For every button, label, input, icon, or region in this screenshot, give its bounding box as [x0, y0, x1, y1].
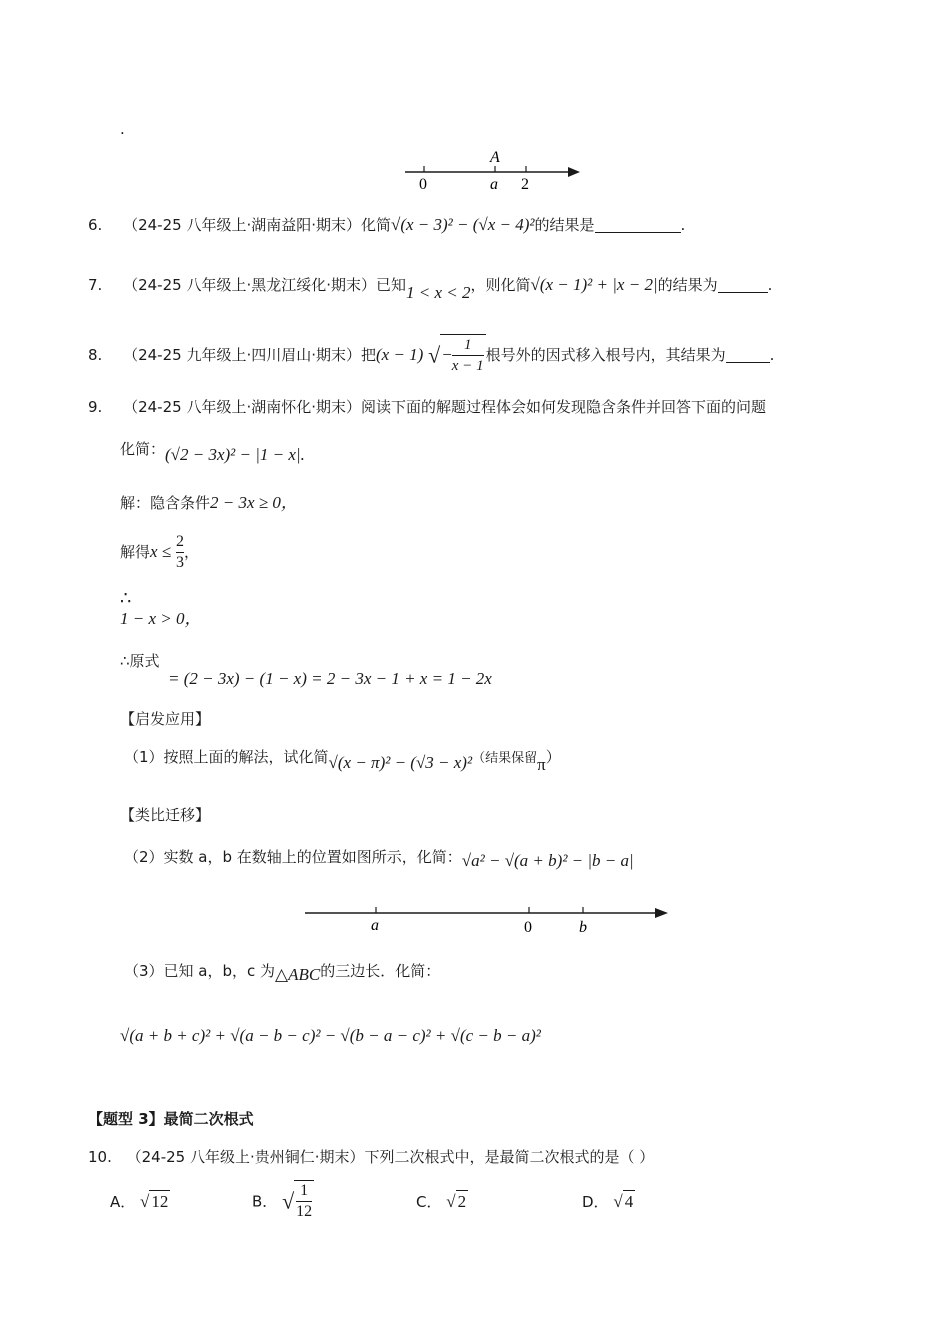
fraction-numerator: 2 — [175, 533, 184, 550]
part-text: （1）按照上面的解法，试化简 — [124, 748, 329, 766]
option-label: B． — [252, 1192, 278, 1211]
fraction-denominator: x − 1 — [452, 355, 484, 376]
option-d[interactable] — [582, 1190, 635, 1213]
q9-part-1 — [124, 746, 561, 774]
option-label: A． — [110, 1193, 136, 1211]
question-number: 9. — [88, 398, 103, 416]
question-source: （24-25 八年级上·湖南怀化·期末）阅读下面的解题过程体会如何发现隐含条件并回答下面的问题 — [123, 398, 766, 416]
question-number: 10. — [88, 1148, 112, 1166]
pi-symbol: π — [537, 755, 546, 774]
question-number: 7. — [88, 276, 103, 294]
question-number: 6. — [88, 216, 103, 234]
tick-label-a: a — [371, 917, 379, 934]
math-condition: 2 − 3x ≥ 0， — [210, 493, 298, 512]
fraction-numerator: 1 — [300, 1182, 309, 1199]
q9-simplify-line — [120, 438, 305, 464]
q9-part-2 — [124, 846, 634, 868]
inequality-lhs: x ≤ — [150, 542, 172, 561]
part-text: （3）已知 a，b，c 为 — [124, 962, 276, 980]
question-source: （24-25 八年级上·黑龙江绥化·期末）已知 — [123, 276, 406, 294]
q9-therefore-1 — [120, 588, 202, 630]
radical-sign-icon: √ — [140, 1192, 150, 1211]
condition: 1 < x < 2 — [406, 283, 471, 302]
triangle-abc: △ABC — [275, 965, 321, 984]
question-6 — [88, 214, 685, 236]
question-source: （24-25 八年级上·贵州铜仁·期末）下列二次根式中，是最简二次根式的是（ ） — [126, 1148, 655, 1166]
simplify-label: 化简： — [120, 440, 166, 458]
question-mid: ，则化简 — [470, 276, 531, 294]
answer-blank[interactable] — [595, 216, 681, 233]
math-expression: 1 − x > 0， — [120, 609, 202, 628]
question-number: 8. — [88, 346, 103, 364]
close-paren: ） — [545, 748, 561, 766]
math-expression: = (2 − 3x) − (1 − x) = 2 − 3x − 1 + x = 1 − 2x — [168, 669, 492, 688]
number-line-figure-2 — [300, 898, 675, 940]
solution-label: 解：隐含条件 — [120, 494, 211, 512]
math-prefix: (x − 1) — [376, 345, 424, 364]
math-expression: √(x − π)² − (√3 − x)² — [328, 753, 473, 772]
period: . — [767, 276, 773, 294]
question-10 — [88, 1146, 654, 1168]
fraction-numerator: 1 — [463, 337, 472, 353]
tick-label-2: 2 — [521, 176, 529, 193]
type-3-heading: 【题型 3】最简二次根式 — [88, 1110, 254, 1128]
question-tail: 的结果是 — [534, 216, 595, 234]
question-9 — [88, 396, 766, 418]
comma: ， — [183, 543, 199, 561]
tick-label-b: b — [579, 919, 587, 936]
solved-label: 解得 — [120, 543, 151, 561]
q9-part-3 — [124, 960, 440, 982]
option-a[interactable] — [110, 1190, 170, 1213]
q9-solution-line — [120, 492, 298, 514]
number-line-figure-1 — [400, 146, 585, 194]
question-source: （24-25 九年级上·四川眉山·期末）把 — [123, 346, 376, 364]
question-tail: 的结果为 — [657, 276, 718, 294]
point-label-a-upper: A — [490, 149, 500, 166]
part-tail: 的三边长．化简： — [320, 962, 441, 980]
answer-blank[interactable] — [726, 346, 770, 363]
question-tail: 根号外的因式移入根号内，其结果为 — [485, 346, 726, 364]
q9-therefore-2 — [120, 650, 492, 690]
math-expression: √a² − √(a + b)² − |b − a| — [461, 851, 634, 870]
option-c[interactable] — [416, 1190, 468, 1213]
question-7 — [88, 274, 773, 302]
math-expression: √(x − 1)² + |x − 2| — [530, 275, 658, 294]
math-expression: √(x − 3)² − (√x − 4)² — [391, 215, 535, 234]
fraction-denominator: 12 — [296, 1203, 313, 1220]
question-source: （24-25 八年级上·湖南益阳·期末）化简 — [123, 216, 391, 234]
q9-solved-line — [120, 532, 199, 573]
math-expression: (√2 − 3x)² − |1 − x|. — [165, 445, 305, 464]
tick-label-0: 0 — [419, 176, 427, 193]
q9-part-3-expression: √(a + b + c)² + √(a − b − c)² − √(b − a − c)² + √(c − b − a)² — [120, 1026, 541, 1045]
period: . — [769, 346, 775, 364]
section-heading-1: 【启发应用】 — [120, 710, 211, 728]
option-label: D． — [582, 1193, 609, 1211]
tick-label-0: 0 — [524, 919, 532, 936]
radical-sign-icon: √ — [446, 1192, 456, 1211]
fraction-denominator: 3 — [175, 554, 184, 571]
part-text: （2）实数 a，b 在数轴上的位置如图所示，化简： — [124, 848, 462, 866]
radical-sign-icon: √ — [613, 1192, 623, 1211]
top-dot: . — [120, 120, 125, 138]
section-heading-2: 【类比迁移】 — [120, 806, 211, 824]
period: . — [680, 216, 686, 234]
radical-sign-icon: √ — [428, 342, 441, 368]
option-value: 4 — [624, 1192, 634, 1211]
question-8: 8. （24-25 九年级上·四川眉山·期末）把(x − 1) √ − $\frac{1}{x - 1}$ 根号外的因式移入根号内，其结果为 . — [88, 334, 774, 376]
original-label: ∴原式 — [120, 652, 160, 670]
part-tail: （结果保留 — [472, 751, 538, 766]
option-value: 12 — [151, 1192, 169, 1211]
radical-sign-icon: √ — [282, 1188, 295, 1214]
option-label: C． — [416, 1193, 442, 1211]
option-value: 2 — [457, 1192, 467, 1211]
therefore-icon: ∴ — [120, 588, 132, 609]
tick-label-a: a — [490, 176, 498, 193]
option-b[interactable] — [252, 1180, 314, 1222]
answer-blank[interactable] — [718, 276, 768, 293]
